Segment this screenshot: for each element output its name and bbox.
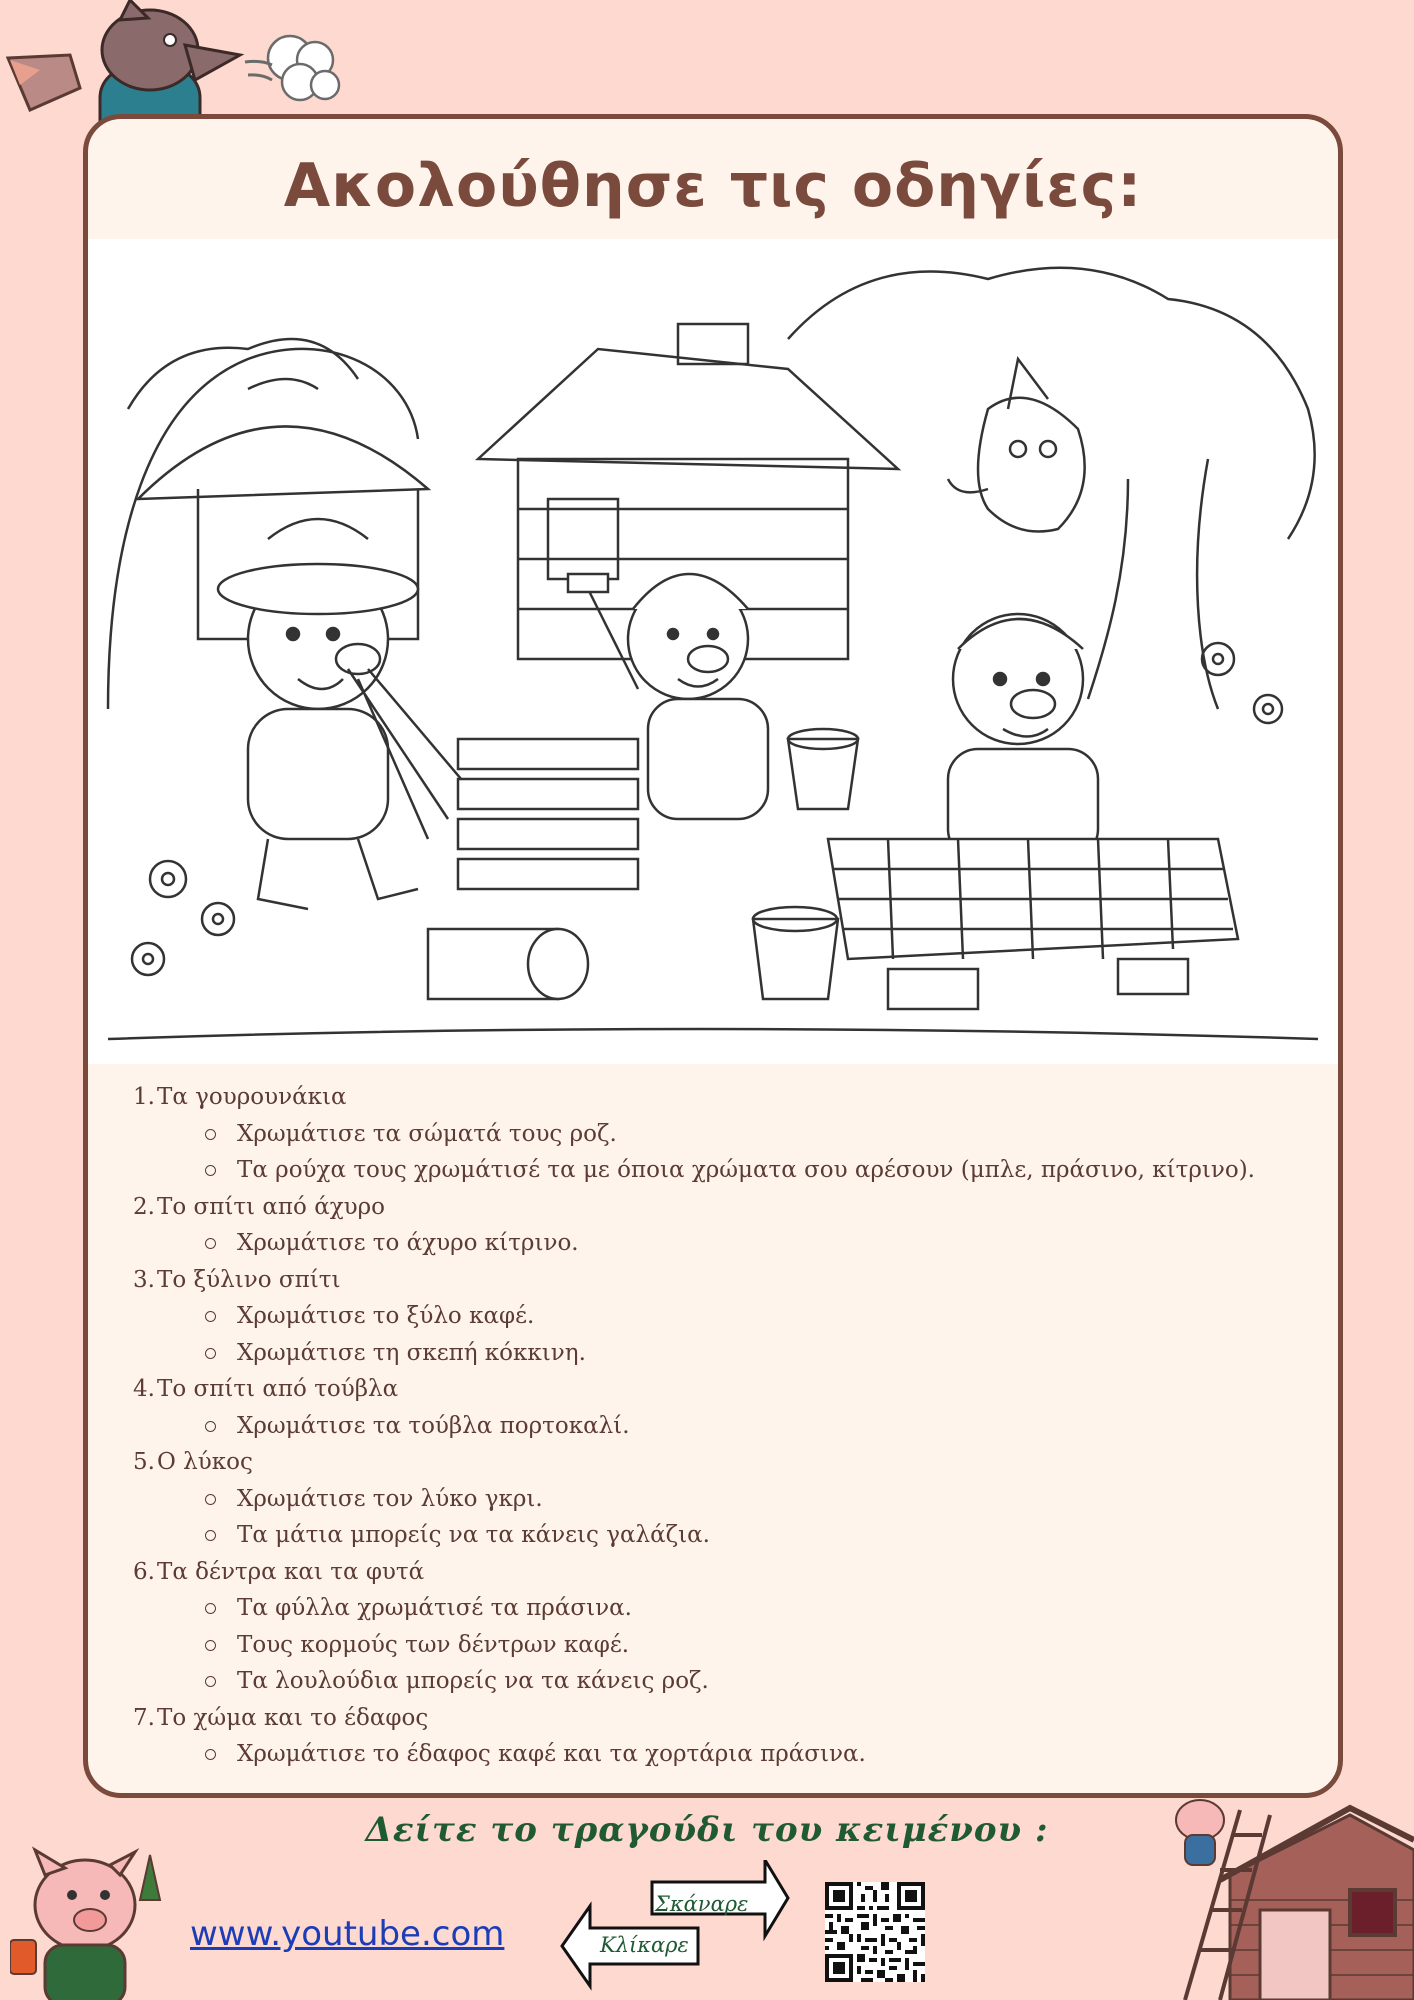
bullet-icon (203, 1736, 237, 1773)
list-heading: Τα γουρουνάκια (157, 1084, 347, 1110)
pig-with-shovel-illustration (10, 1840, 170, 2000)
list-item: 7. Το χώμα και το έδαφος (133, 1700, 1255, 1737)
sub-item: Χρωμάτισε τα σώματά τους ροζ. (133, 1116, 1255, 1153)
bullet-icon (203, 1481, 237, 1518)
list-heading: Το ξύλινο σπίτι (157, 1266, 341, 1293)
list-heading: Το σπίτι από άχυρο (157, 1193, 386, 1220)
bullet-icon (203, 1408, 237, 1445)
sub-item: Χρωμάτισε τον λύκο γκρι. (133, 1481, 1255, 1518)
list-item: 2. Το σπίτι από άχυρο (133, 1189, 1255, 1226)
sub-item: Χρωμάτισε τη σκεπή κόκκινη. (133, 1335, 1255, 1372)
page-title: Ακολούθησε τις οδηγίες: (283, 151, 1143, 221)
instructions-list (133, 1079, 1255, 1773)
list-heading: Το σπίτι από τούβλα (157, 1376, 399, 1402)
three-little-pigs-coloring-illustration (88, 239, 1338, 1064)
bullet-icon (203, 1225, 237, 1262)
scan-label: Σκάναρε (655, 1892, 749, 1916)
bullet-icon (203, 1298, 237, 1335)
click-label: Κλίκαρε (600, 1933, 689, 1957)
bullet-icon (203, 1335, 237, 1372)
list-heading: Τα δέντρα και τα φυτά (157, 1558, 425, 1585)
qr-code[interactable] (825, 1882, 925, 1982)
list-item: 6. Τα δέντρα και τα φυτά (133, 1554, 1255, 1591)
sub-item: Χρωμάτισε το ξύλο καφέ. (133, 1298, 1255, 1335)
bullet-icon (203, 1116, 237, 1153)
sub-item: Χρωμάτισε το έδαφος καφέ και τα χορτάρια πράσινα. (133, 1736, 1255, 1773)
list-heading: Ο λύκος (157, 1449, 253, 1475)
sub-item: Χρωμάτισε τα τούβλα πορτοκαλί. (133, 1408, 1255, 1445)
sub-item: Τους κορμούς των δέντρων καφέ. (133, 1627, 1255, 1664)
list-item: 5. Ο λύκος (133, 1444, 1255, 1481)
sub-item: Τα φύλλα χρωμάτισέ τα πράσινα. (133, 1590, 1255, 1627)
bullet-icon (203, 1663, 237, 1700)
list-item: 3. Το ξύλινο σπίτι (133, 1262, 1255, 1299)
sub-item: Τα λουλούδια μπορείς να τα κάνεις ροζ. (133, 1663, 1255, 1700)
sub-item: Τα μάτια μπορείς να τα κάνεις γαλάζια. (133, 1517, 1255, 1554)
youtube-link[interactable]: www.youtube.com (190, 1914, 505, 1954)
bullet-icon (203, 1590, 237, 1627)
song-heading: Δείτε το τραγούδι του κειμένου : (365, 1810, 1049, 1850)
scan-click-arrows (560, 1860, 790, 2000)
bullet-icon (203, 1152, 237, 1189)
instructions-card (83, 114, 1343, 1798)
list-heading: Το χώμα και το έδαφος (157, 1704, 429, 1731)
pig-house-illustration (1120, 1780, 1414, 2000)
list-item: 1. Τα γουρουνάκια (133, 1079, 1255, 1116)
list-item: 4. Το σπίτι από τούβλα (133, 1371, 1255, 1408)
bullet-icon (203, 1517, 237, 1554)
bullet-icon (203, 1627, 237, 1664)
sub-item: Χρωμάτισε το άχυρο κίτρινο. (133, 1225, 1255, 1262)
sub-item: Τα ρούχα τους χρωμάτισέ τα με όποια χρώματα σου αρέσουν (μπλε, πράσινο, κίτρινο). (133, 1152, 1255, 1189)
